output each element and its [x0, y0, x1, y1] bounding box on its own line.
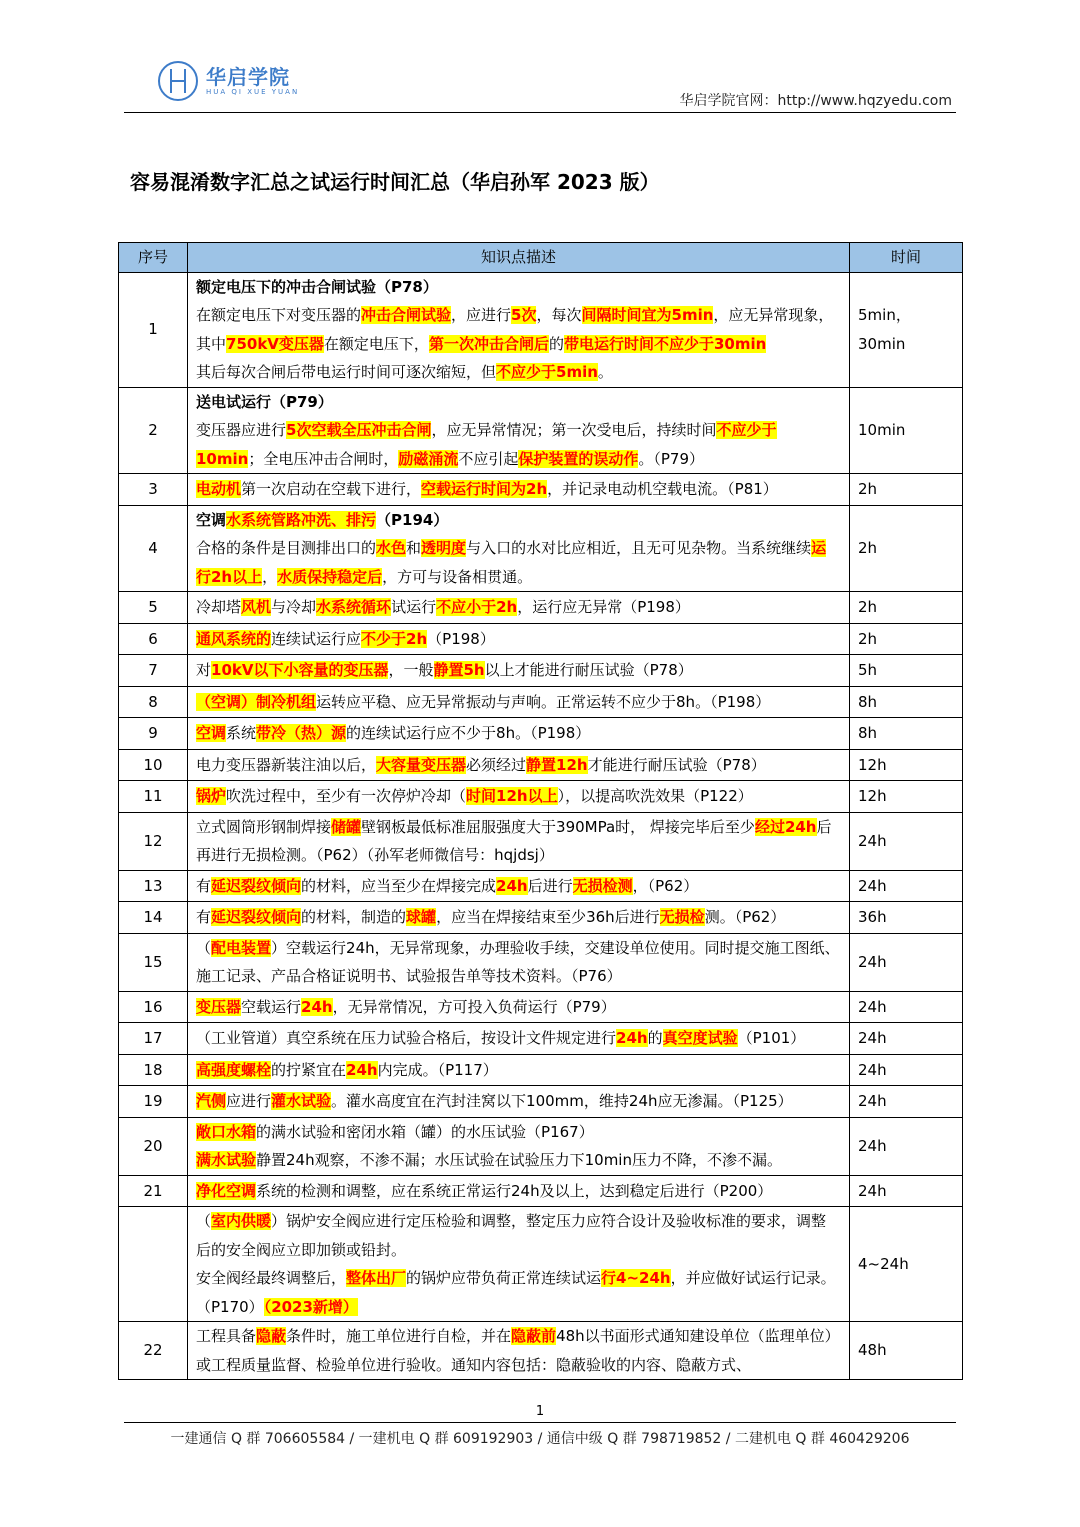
description-line — [196, 534, 841, 591]
highlight-text: 水色 — [376, 539, 407, 557]
description-line — [196, 1087, 841, 1116]
table-header-row — [119, 243, 963, 273]
row-number: 4 — [119, 505, 188, 592]
highlight-text: 无损检测 — [572, 876, 633, 895]
row-description — [188, 812, 850, 870]
table-body — [119, 272, 963, 1380]
description-text: ，一般 — [388, 661, 434, 679]
description-text: ，运行应无异常（P198） — [517, 598, 690, 616]
table-row — [119, 1086, 963, 1118]
description-text: ，应当在焊接结束至少36h后进行 — [436, 908, 660, 926]
row-time: 24h — [850, 991, 963, 1023]
table-row — [119, 870, 963, 902]
table-row — [119, 387, 963, 474]
description-line — [196, 388, 841, 417]
description-text: 立式圆筒形钢制焊接 — [196, 817, 332, 836]
highlight-text: 球罐 — [406, 908, 437, 926]
description-line — [196, 593, 841, 622]
highlight-text: 电动机 — [196, 480, 242, 498]
row-time: 4~24h — [850, 1207, 963, 1322]
highlight-text: 24h — [301, 997, 333, 1016]
description-text: ，并记录电动机空载电流。（P81） — [547, 480, 778, 498]
table-row — [119, 781, 963, 813]
table-row — [119, 1117, 963, 1175]
description-line — [196, 416, 841, 473]
description-text: ，应无异常情况；第一次受电后，持续时间 — [431, 421, 717, 439]
highlight-text: 带冷（热）源 — [256, 724, 347, 742]
description-line — [196, 1118, 841, 1147]
highlight-text: 储罐 — [331, 817, 362, 836]
table-row — [119, 686, 963, 718]
row-description — [188, 655, 850, 687]
row-description — [188, 718, 850, 750]
description-text: 的锅炉应带负荷正常连续试运 — [406, 1269, 602, 1287]
highlight-text: 汽侧 — [196, 1092, 227, 1110]
description-text: 的材料，制造的 — [301, 908, 407, 926]
row-time: 24h — [850, 1175, 963, 1207]
description-text: 的 — [548, 334, 564, 353]
highlight-text: （空调）制冷机组 — [196, 692, 317, 711]
highlight-text: 风机 — [241, 598, 272, 616]
header-desc: 知识点描述 — [188, 243, 850, 273]
highlight-text: 行4~24h — [601, 1269, 671, 1287]
row-number: 3 — [119, 474, 188, 506]
row-description — [188, 1086, 850, 1118]
highlight-text: 透明度 — [421, 539, 467, 557]
highlight-text: 真空度试验 — [662, 1029, 738, 1047]
row-time: 2h — [850, 505, 963, 592]
highlight-text: 冲击合闸试验 — [361, 306, 452, 324]
description-line — [196, 625, 841, 654]
description-text: ，每次 — [536, 306, 582, 324]
description-text: 与入口的水对比应相近，且无可见杂物。当系统继续 — [466, 539, 812, 557]
row-number: 14 — [119, 902, 188, 934]
description-text: ，无异常情况，方可投入负荷运行（P79） — [332, 997, 616, 1016]
table-row — [119, 933, 963, 991]
description-text: 。 — [597, 363, 613, 381]
description-text: ）锅炉安全阀应进行定压检验和调整，整定压力应符合设计及验收标准的要求，调整后的安全阀应立即加锁或铅封。 — [196, 1212, 827, 1259]
description-line — [196, 903, 841, 932]
description-text: 静置24h观察，不渗不漏；水压试验在试验压力下10min压力不降，不渗不漏。 — [256, 1151, 782, 1169]
logo-en: HUA QI XUE YUAN — [206, 88, 300, 96]
description-text: 的拧紧宜在 — [271, 1060, 347, 1079]
description-line — [196, 813, 841, 870]
highlight-text: 大容量变压器 — [376, 755, 467, 774]
description-text: 与冷却 — [271, 598, 317, 616]
description-text: ，并应做好试运行记录。（P170） — [196, 1269, 836, 1316]
highlight-text: 间隔时间宜为5min — [581, 306, 714, 324]
footer-divider — [124, 1422, 956, 1423]
highlight-text: 室内供暖 — [211, 1212, 272, 1230]
description-text: 以上才能进行耐压试验（P78） — [484, 661, 693, 679]
table-row — [119, 474, 963, 506]
highlight-text: 隐蔽前 — [511, 1327, 557, 1345]
description-text: 必须经过 — [466, 755, 527, 774]
highlight-text: 24h — [346, 1060, 378, 1079]
row-time: 24h — [850, 870, 963, 902]
row-time: 24h — [850, 1117, 963, 1175]
header-time: 时间 — [850, 243, 963, 273]
row-number: 15 — [119, 933, 188, 991]
description-text: 送电试运行（P79） — [196, 392, 333, 411]
description-text: 合格的条件是目测排出口的 — [196, 539, 377, 557]
description-text: ，（P62） — [632, 876, 699, 895]
row-description — [188, 1054, 850, 1086]
highlight-text: 满水试验 — [196, 1151, 257, 1169]
description-text: 。（P79） — [638, 449, 705, 468]
description-line — [196, 1322, 841, 1379]
logo-mark-icon — [158, 61, 198, 101]
row-time: 12h — [850, 749, 963, 781]
description-text: ，应进行 — [451, 306, 512, 324]
description-text: 第一次启动在空载下进行， — [241, 480, 422, 498]
row-description — [188, 933, 850, 991]
row-number: 21 — [119, 1175, 188, 1207]
highlight-text: 带电运行时间不应少于30min — [563, 334, 767, 353]
description-text: 内完成。（P117） — [377, 1060, 498, 1079]
description-line — [196, 993, 841, 1022]
description-text: 的连续试运行应不少于8h。（P198） — [346, 724, 591, 742]
row-number: 5 — [119, 592, 188, 624]
description-text: 变压器应进行 — [196, 421, 287, 439]
highlight-text: 隐蔽 — [256, 1327, 287, 1345]
description-text: 系统的检测和调整，应在系统正常运行24h及以上，达到稳定后进行（P200） — [256, 1181, 773, 1200]
row-time: 10min — [850, 387, 963, 474]
table-row — [119, 1207, 963, 1322]
table-row — [119, 902, 963, 934]
highlight-text: 空调 — [196, 724, 227, 742]
row-number: 16 — [119, 991, 188, 1023]
logo — [158, 60, 299, 102]
row-number: 6 — [119, 623, 188, 655]
description-line — [196, 1146, 841, 1175]
description-line — [196, 330, 841, 359]
row-description — [188, 474, 850, 506]
row-description — [188, 1322, 850, 1380]
description-text: （ — [196, 1212, 212, 1230]
row-description — [188, 870, 850, 902]
highlight-text: 经过24h — [754, 817, 817, 836]
highlight-text: 变压器 — [196, 997, 242, 1016]
highlight-text: 5次 — [511, 306, 537, 324]
document-title: 容易混淆数字汇总之试运行时间汇总（华启孙军 2023 版） — [130, 170, 660, 194]
highlight-text: 不应小于2h — [436, 598, 518, 616]
table-row — [119, 991, 963, 1023]
description-text: 系统 — [226, 724, 257, 742]
row-number: 1 — [119, 272, 188, 387]
description-text: （工业管道）真空系统在压力试验合格后，按设计文件规定进行 — [196, 1029, 617, 1047]
highlight-text: 水系统循环 — [316, 598, 392, 616]
description-text: 运转应平稳、应无异常振动与声响。正常运转不应少于8h。（P198） — [316, 692, 771, 711]
row-number: 2 — [119, 387, 188, 474]
highlight-text: 净化空调 — [196, 1181, 257, 1200]
description-text: 壁钢板最低标准屈服强度大于390MPa时， 焊接完毕后至少 — [361, 817, 755, 836]
description-line — [196, 1056, 841, 1085]
row-number: 10 — [119, 749, 188, 781]
row-description — [188, 387, 850, 474]
row-number: 13 — [119, 870, 188, 902]
highlight-text: 静置5h — [433, 661, 485, 679]
highlight-text: 10kV以下小容量的变压器 — [211, 661, 389, 679]
row-time: 8h — [850, 686, 963, 718]
description-text: ）空载运行24h，无异常现象，办理验收手续，交建设单位使用。同时提交施工图纸、施工记录、产品合格证说明书、试验报告单等技术资料。（P76） — [196, 938, 840, 985]
table-row — [119, 749, 963, 781]
description-line — [196, 782, 841, 811]
highlight-text: 水质保持稳定后 — [277, 567, 383, 586]
highlight-text: 空载运行时间为2h — [421, 480, 548, 498]
highlight-text: 24h — [616, 1029, 648, 1047]
header-divider — [124, 112, 956, 113]
description-text: 的材料，应当至少在焊接完成 — [301, 876, 497, 895]
table-row — [119, 655, 963, 687]
highlight-text: 第一次冲击合闸后 — [428, 334, 549, 353]
description-text: 连续试运行应 — [271, 629, 362, 648]
description-text: 在额定电压下， — [323, 334, 429, 353]
table-row — [119, 272, 963, 387]
table-row — [119, 1054, 963, 1086]
description-line — [196, 656, 841, 685]
row-description — [188, 781, 850, 813]
row-description — [188, 1023, 850, 1055]
description-text: 其后每次合闸后带电运行时间可逐次缩短，但 — [196, 363, 497, 381]
row-number: 19 — [119, 1086, 188, 1118]
description-text: 空载运行 — [241, 997, 302, 1016]
table-row — [119, 812, 963, 870]
row-description — [188, 272, 850, 387]
description-line — [196, 506, 841, 535]
table-row — [119, 623, 963, 655]
row-time: 24h — [850, 1023, 963, 1055]
description-text: 试运行 — [391, 598, 437, 616]
row-number: 11 — [119, 781, 188, 813]
table-row — [119, 505, 963, 592]
description-text: 其中 — [196, 334, 227, 353]
description-line — [196, 1264, 841, 1321]
highlight-text: 通风系统的 — [196, 629, 272, 648]
row-number: 20 — [119, 1117, 188, 1175]
highlight-text: 5次空载全压冲击合闸 — [286, 421, 432, 439]
table-row — [119, 1023, 963, 1055]
row-time: 24h — [850, 933, 963, 991]
highlight-text: 静置12h — [526, 755, 588, 774]
description-line — [196, 872, 841, 901]
description-line — [196, 1177, 841, 1206]
description-line — [196, 301, 841, 330]
description-text: ；全电压冲击合闸时， — [248, 449, 399, 468]
row-description — [188, 1175, 850, 1207]
highlight-text: 整体出厂 — [346, 1269, 407, 1287]
table-row — [119, 592, 963, 624]
description-text: 测。（P62） — [704, 908, 786, 926]
row-description — [188, 1117, 850, 1175]
description-text: 和 — [406, 539, 422, 557]
highlight-text: 灌水试验 — [271, 1092, 332, 1110]
row-number: 12 — [119, 812, 188, 870]
row-description — [188, 686, 850, 718]
row-number — [119, 1207, 188, 1322]
description-text: 才能进行耐压试验（P78） — [587, 755, 766, 774]
highlight-text: 延迟裂纹倾向 — [211, 908, 302, 926]
highlight-text: 运行2h以上 — [196, 539, 827, 586]
row-description — [188, 902, 850, 934]
description-text: 在额定电压下对变压器的 — [196, 306, 362, 324]
description-text: 后再进行无损检测。（P62）（孙军老师微信号：hqjdsj） — [196, 817, 832, 864]
description-text: 工程具备 — [196, 1327, 257, 1345]
highlight-text: 不少于2h — [361, 629, 428, 648]
highlight-text: 时间12h以上 — [466, 787, 558, 805]
row-description — [188, 1207, 850, 1322]
description-text: 额定电压下的冲击合闸试验（P78） — [196, 277, 438, 296]
table-row — [119, 1175, 963, 1207]
highlight-text: 锅炉 — [196, 787, 227, 805]
row-description — [188, 749, 850, 781]
highlight-text: 水系统管路冲洗、排污 — [226, 510, 377, 529]
logo-cn: 华启学院 — [206, 65, 290, 89]
highlight-text: 750kV变压器 — [226, 334, 324, 353]
row-number: 18 — [119, 1054, 188, 1086]
row-time: 12h — [850, 781, 963, 813]
highlight-text: 配电装置 — [211, 938, 272, 957]
time-summary-table — [118, 242, 963, 1380]
description-text: （P198） — [427, 629, 495, 648]
description-line — [196, 751, 841, 780]
description-text: ，方可与设备相贯通。 — [382, 567, 533, 586]
description-text: 冷却塔 — [196, 598, 242, 616]
description-line — [196, 719, 841, 748]
description-text: ， — [262, 567, 278, 586]
description-text: ，应无异常现象， — [713, 306, 834, 324]
description-line — [196, 934, 841, 991]
highlight-text: （2023新增） — [263, 1297, 358, 1316]
highlight-text: 敞口水箱 — [196, 1122, 257, 1141]
highlight-text: 高强度螺栓 — [196, 1060, 272, 1079]
row-time: 8h — [850, 718, 963, 750]
description-text: 对 — [196, 661, 212, 679]
description-text: （P101） — [737, 1029, 806, 1047]
row-number: 22 — [119, 1322, 188, 1380]
description-text: 后进行 — [527, 876, 573, 895]
description-line — [196, 273, 841, 302]
table-row — [119, 1322, 963, 1380]
row-time: 2h — [850, 474, 963, 506]
row-time: 5min，30min — [850, 272, 963, 387]
description-text: 安全阀经最终调整后， — [196, 1269, 347, 1287]
description-text: ），以提高吹洗效果（P122） — [557, 787, 753, 805]
highlight-text: 无损检 — [659, 908, 705, 926]
row-time: 48h — [850, 1322, 963, 1380]
description-line — [196, 358, 841, 387]
row-description — [188, 623, 850, 655]
row-description — [188, 505, 850, 592]
description-text: （ — [196, 938, 212, 957]
highlight-text: 保护装置的误动作 — [518, 449, 639, 468]
highlight-text: 不应少于10min — [196, 421, 777, 468]
highlight-text: 24h — [496, 876, 528, 895]
row-number: 8 — [119, 686, 188, 718]
row-description — [188, 991, 850, 1023]
description-text: 条件时，施工单位进行自检，并在 — [286, 1327, 512, 1345]
description-text: 电力变压器新装注油以后， — [196, 755, 377, 774]
highlight-text: 不应少于5min — [496, 363, 598, 381]
highlight-text: 励磁涌流 — [398, 449, 459, 468]
row-number: 7 — [119, 655, 188, 687]
website-url[interactable]: 华启学院官网：http://www.hqzyedu.com — [679, 93, 952, 109]
description-text: 有 — [196, 876, 212, 895]
row-time: 5h — [850, 655, 963, 687]
description-line — [196, 475, 841, 504]
description-text: 的满水试验和密闭水箱（罐）的水压试验（P167） — [256, 1122, 594, 1141]
description-text: 应进行 — [226, 1092, 272, 1110]
row-time: 24h — [850, 1086, 963, 1118]
row-time: 2h — [850, 592, 963, 624]
table-row — [119, 718, 963, 750]
row-time: 24h — [850, 812, 963, 870]
description-text: 不应引起 — [458, 449, 519, 468]
description-text: 的 — [647, 1029, 663, 1047]
description-line — [196, 688, 841, 717]
row-number: 17 — [119, 1023, 188, 1055]
description-text: 有 — [196, 908, 212, 926]
row-description — [188, 592, 850, 624]
description-text: 吹洗过程中，至少有一次停炉冷却（ — [226, 787, 467, 805]
row-number: 9 — [119, 718, 188, 750]
description-text: 空调 — [196, 510, 227, 529]
description-line — [196, 1207, 841, 1264]
row-time: 24h — [850, 1054, 963, 1086]
description-text: 。灌水高度宜在汽封洼窝以下100mm，维持24h应无渗漏。（P125） — [331, 1092, 793, 1110]
description-text: 48h以书面形式通知建设单位（监理单位）或工程质量监督、检验单位进行验收。通知内容包括：隐蔽验收的内容、隐蔽方式、 — [196, 1327, 840, 1374]
highlight-text: 延迟裂纹倾向 — [211, 876, 302, 895]
row-time: 2h — [850, 623, 963, 655]
footer-groups: 一建通信 Q 群 706605584 / 一建机电 Q 群 609192903 / 通信中级 Q 群 798719852 / 二建机电 Q 群 460429206 — [170, 1431, 910, 1447]
row-time: 36h — [850, 902, 963, 934]
page-number: 1 — [535, 1404, 545, 1419]
header-no: 序号 — [119, 243, 188, 273]
description-text: （P194） — [376, 510, 449, 529]
description-line — [196, 1024, 841, 1053]
